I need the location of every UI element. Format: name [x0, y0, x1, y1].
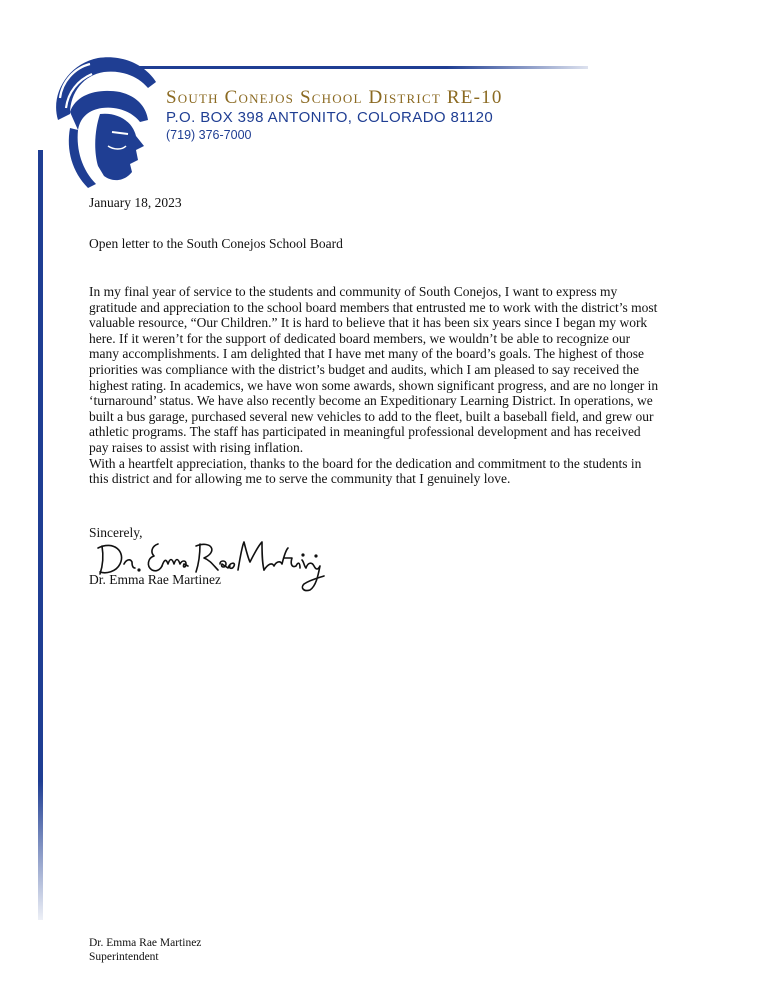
- letter-date: January 18, 2023: [89, 195, 182, 210]
- body-line: gratitude and appreciation to the school board members that entrusted me to work with the district’s most: [89, 299, 658, 315]
- district-name: South Conejos School District RE-10: [166, 87, 503, 108]
- district-address: P.O. BOX 398 ANTONITO, COLORADO 81120: [166, 109, 494, 126]
- body-line: athletic programs. The staff has participated in meaningful professional development and has received: [89, 424, 641, 440]
- spartan-helmet-icon: [28, 42, 168, 192]
- letterhead-top-rule: [118, 66, 588, 69]
- body-line: many accomplishments. I am delighted that I have met many of the board’s goals. The highest of those: [89, 346, 644, 362]
- signer-name: Dr. Emma Rae Martinez: [89, 572, 221, 587]
- footer-title: Superintendent: [89, 951, 159, 963]
- body-line: With a heartfelt appreciation, thanks to the board for the dedication and commitment to the students in: [89, 455, 642, 471]
- body-line: highest rating. In academics, we have won some awards, shown significant progress, and are no longer in: [89, 377, 659, 393]
- body-line: In my final year of service to the students and community of South Conejos, I want to express my: [89, 284, 618, 299]
- body-line: pay raises to assist with rising inflation.: [89, 439, 304, 455]
- letter-closing: Sincerely,: [89, 525, 143, 540]
- letter-body: [89, 284, 709, 487]
- body-line: this district and for allowing me to serve the community that I genuinely love.: [89, 471, 511, 487]
- letter-subject: Open letter to the South Conejos School Board: [89, 236, 343, 251]
- body-line: valuable resource, “Our Children.” It is hard to believe that it has been six years since I began my work: [89, 315, 648, 331]
- body-line: built a bus garage, purchased several new vehicles to add to the fleet, built a baseball field, and grew our: [89, 408, 654, 424]
- letterhead-left-rule: [38, 150, 43, 920]
- footer-name: Dr. Emma Rae Martinez: [89, 937, 202, 949]
- district-phone: (719) 376-7000: [166, 128, 252, 142]
- body-line: ‘turnaround’ status. We have also recently become an Expeditionary Learning District. In operations, we: [89, 393, 653, 409]
- body-line: priorities was compliance with the district’s budget and audits, which I am pleased to say received the: [89, 361, 639, 377]
- body-line: here. If it weren’t for the support of dedicated board members, we wouldn’t be able to recognize our: [89, 330, 631, 346]
